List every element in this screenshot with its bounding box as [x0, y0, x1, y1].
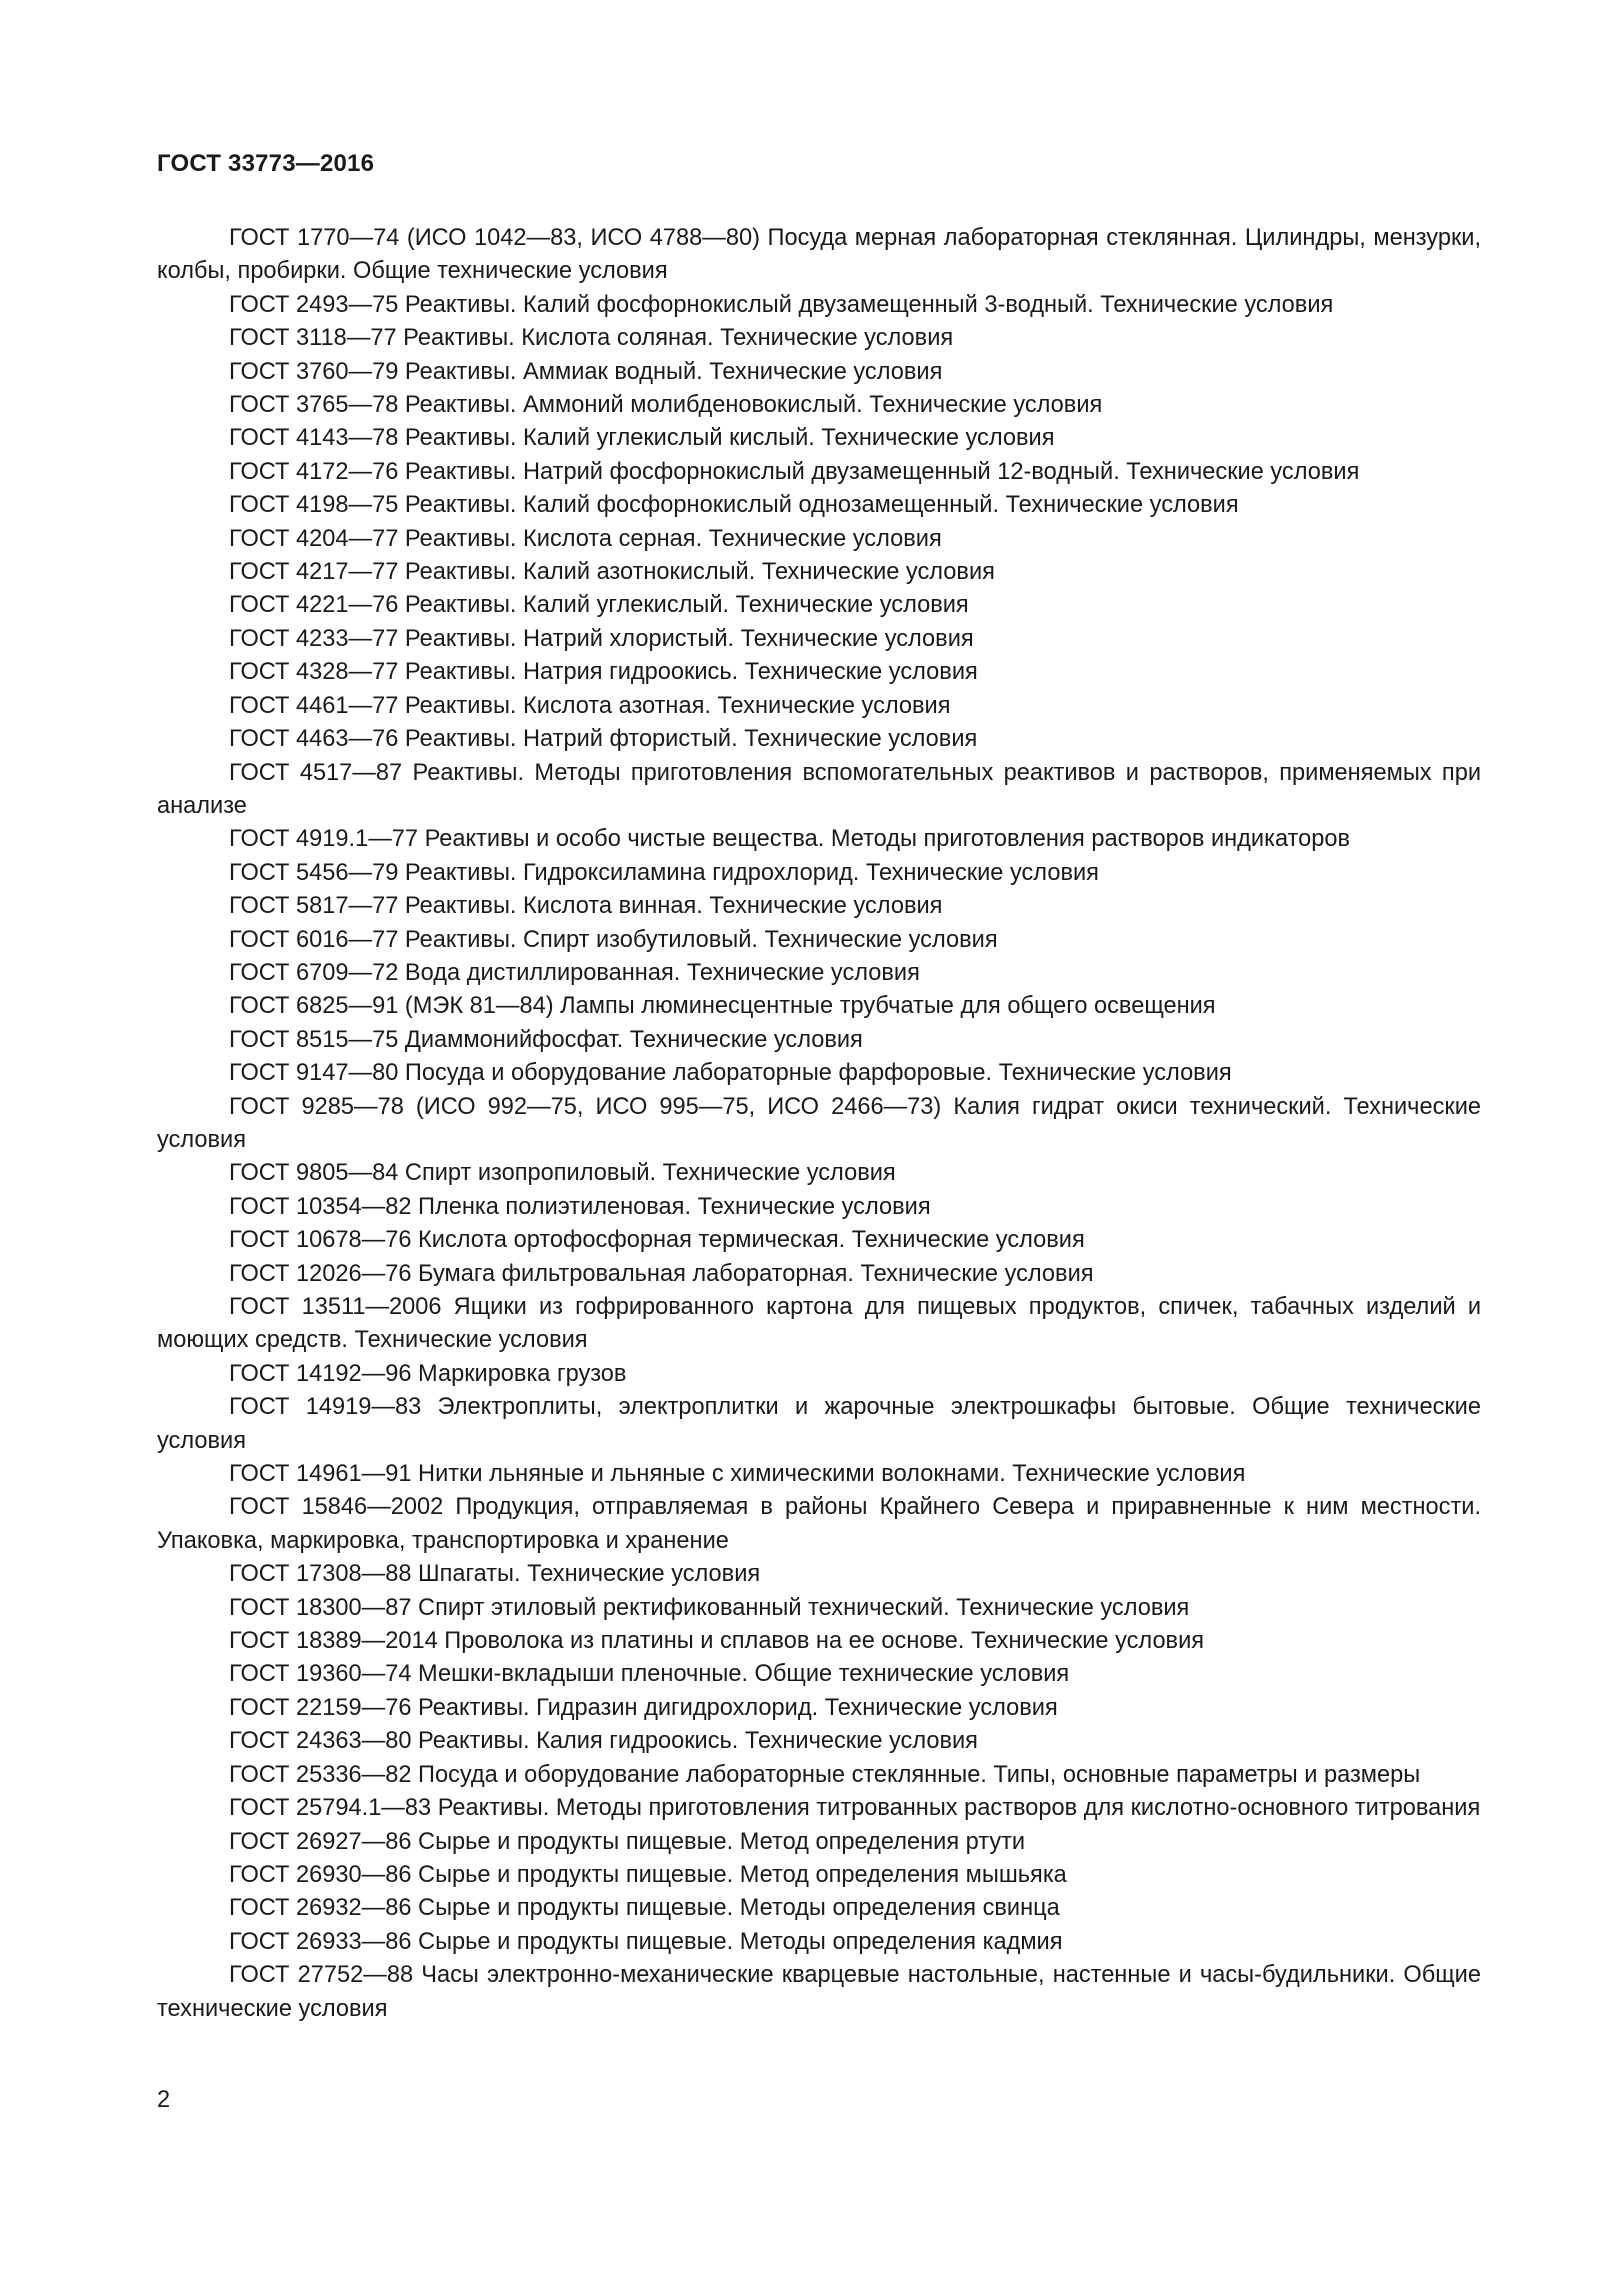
reference-item: ГОСТ 15846—2002 Продукция, отправляемая в районы Крайнего Севера и приравненные к ним местности. Упаковка, маркировка, транспортировка и хранение: [157, 1494, 1481, 1554]
reference-item: ГОСТ 14919—83 Электроплиты, электроплитки и жарочные электрошкафы бытовые. Общие технические условия: [157, 1394, 1481, 1454]
reference-item: ГОСТ 18300—87 Спирт этиловый ректификованный технический. Технические условия: [229, 1594, 1190, 1621]
reference-item: ГОСТ 4919.1—77 Реактивы и особо чистые вещества. Методы приготовления растворов индикаторов: [229, 826, 1350, 853]
reference-item: ГОСТ 24363—80 Реактивы. Калия гидроокись. Технические условия: [229, 1728, 978, 1755]
reference-item: ГОСТ 14192—96 Маркировка грузов: [229, 1360, 627, 1387]
reference-item: ГОСТ 22159—76 Реактивы. Гидразин дигидрохлорид. Технические условия: [229, 1694, 1058, 1721]
reference-item: ГОСТ 9147—80 Посуда и оборудование лабораторные фарфоровые. Технические условия: [229, 1060, 1232, 1087]
reference-item: ГОСТ 2493—75 Реактивы. Калий фосфорнокислый двузамещенный 3-водный. Технические условия: [229, 291, 1334, 318]
reference-item: ГОСТ 4172—76 Реактивы. Натрий фосфорнокислый двузамещенный 12-водный. Технические условия: [229, 458, 1360, 485]
normative-references-list: [157, 222, 1481, 2026]
reference-item: ГОСТ 4233—77 Реактивы. Натрий хлористый. Технические условия: [229, 625, 974, 652]
reference-item: ГОСТ 3765—78 Реактивы. Аммоний молибденовокислый. Технические условия: [229, 392, 1103, 419]
reference-item: ГОСТ 4217—77 Реактивы. Калий азотнокислый. Технические условия: [229, 559, 995, 586]
reference-item: ГОСТ 25794.1—83 Реактивы. Методы приготовления титрованных растворов для кислотно-основного титрования: [229, 1795, 1481, 1822]
reference-item: ГОСТ 4328—77 Реактивы. Натрия гидроокись. Технические условия: [229, 659, 978, 686]
reference-item: ГОСТ 4517—87 Реактивы. Методы приготовления вспомогательных реактивов и растворов, применяемых при анализе: [157, 759, 1481, 819]
reference-item: ГОСТ 3760—79 Реактивы. Аммиак водный. Технические условия: [229, 358, 943, 385]
reference-item: ГОСТ 27752—88 Часы электронно-механические кварцевые настольные, настенные и часы-будильники. Общие технические условия: [157, 1962, 1481, 2022]
reference-item: ГОСТ 25336—82 Посуда и оборудование лабораторные стеклянные. Типы, основные параметры и размеры: [229, 1761, 1421, 1788]
reference-item: ГОСТ 4204—77 Реактивы. Кислота серная. Технические условия: [229, 525, 942, 552]
reference-item: ГОСТ 10678—76 Кислота ортофосфорная термическая. Технические условия: [229, 1227, 1085, 1254]
reference-item: ГОСТ 4463—76 Реактивы. Натрий фтористый. Технические условия: [229, 726, 978, 753]
reference-item: ГОСТ 3118—77 Реактивы. Кислота соляная. Технические условия: [229, 325, 954, 352]
reference-item: ГОСТ 12026—76 Бумага фильтровальная лабораторная. Технические условия: [229, 1260, 1094, 1287]
reference-item: ГОСТ 4198—75 Реактивы. Калий фосфорнокислый однозамещенный. Технические условия: [229, 492, 1239, 519]
reference-item: ГОСТ 4461—77 Реактивы. Кислота азотная. Технические условия: [229, 692, 951, 719]
reference-item: ГОСТ 26930—86 Сырье и продукты пищевые. Метод определения мышьяка: [229, 1861, 1067, 1888]
reference-item: ГОСТ 4143—78 Реактивы. Калий углекислый кислый. Технические условия: [229, 425, 1055, 452]
reference-item: ГОСТ 6709—72 Вода дистиллированная. Технические условия: [229, 959, 920, 986]
reference-item: ГОСТ 9805—84 Спирт изопропиловый. Технические условия: [229, 1160, 896, 1187]
reference-item: ГОСТ 26932—86 Сырье и продукты пищевые. Методы определения свинца: [229, 1895, 1060, 1922]
reference-item: ГОСТ 19360—74 Мешки-вкладыши пленочные. Общие технические условия: [229, 1661, 1070, 1688]
reference-item: ГОСТ 26933—86 Сырье и продукты пищевые. Методы определения кадмия: [229, 1928, 1063, 1955]
page-number: 2: [157, 2087, 171, 2113]
reference-item: ГОСТ 9285—78 (ИСО 992—75, ИСО 995—75, ИСО 2466—73) Калия гидрат окиси технический. Технические условия: [157, 1093, 1481, 1153]
reference-item: ГОСТ 6825—91 (МЭК 81—84) Лампы люминесцентные трубчатые для общего освещения: [229, 993, 1216, 1020]
reference-item: ГОСТ 14961—91 Нитки льняные и льняные с химическими волокнами. Технические условия: [229, 1461, 1246, 1488]
reference-item: ГОСТ 8515—75 Диаммонийфосфат. Технические условия: [229, 1026, 863, 1053]
reference-item: ГОСТ 18389—2014 Проволока из платины и сплавов на ее основе. Технические условия: [229, 1628, 1205, 1655]
reference-item: ГОСТ 6016—77 Реактивы. Спирт изобутиловый. Технические условия: [229, 926, 998, 953]
reference-item: ГОСТ 17308—88 Шпагаты. Технические условия: [229, 1561, 761, 1588]
reference-item: ГОСТ 5456—79 Реактивы. Гидроксиламина гидрохлорид. Технические условия: [229, 859, 1099, 886]
reference-item: ГОСТ 13511—2006 Ящики из гофрированного картона для пищевых продуктов, спичек, табачных изделий и моющих средств. Технические условия: [157, 1294, 1481, 1354]
reference-item: ГОСТ 10354—82 Пленка полиэтиленовая. Технические условия: [229, 1193, 931, 1220]
reference-item: ГОСТ 4221—76 Реактивы. Калий углекислый. Технические условия: [229, 592, 969, 619]
document-header-title: ГОСТ 33773—2016: [157, 150, 375, 177]
reference-item: ГОСТ 1770—74 (ИСО 1042—83, ИСО 4788—80) Посуда мерная лабораторная стеклянная. Цилиндры, мензурки, колбы, пробирки. Общие технические условия: [157, 225, 1481, 285]
reference-item: ГОСТ 5817—77 Реактивы. Кислота винная. Технические условия: [229, 893, 943, 920]
reference-item: ГОСТ 26927—86 Сырье и продукты пищевые. Метод определения ртути: [229, 1828, 1026, 1855]
